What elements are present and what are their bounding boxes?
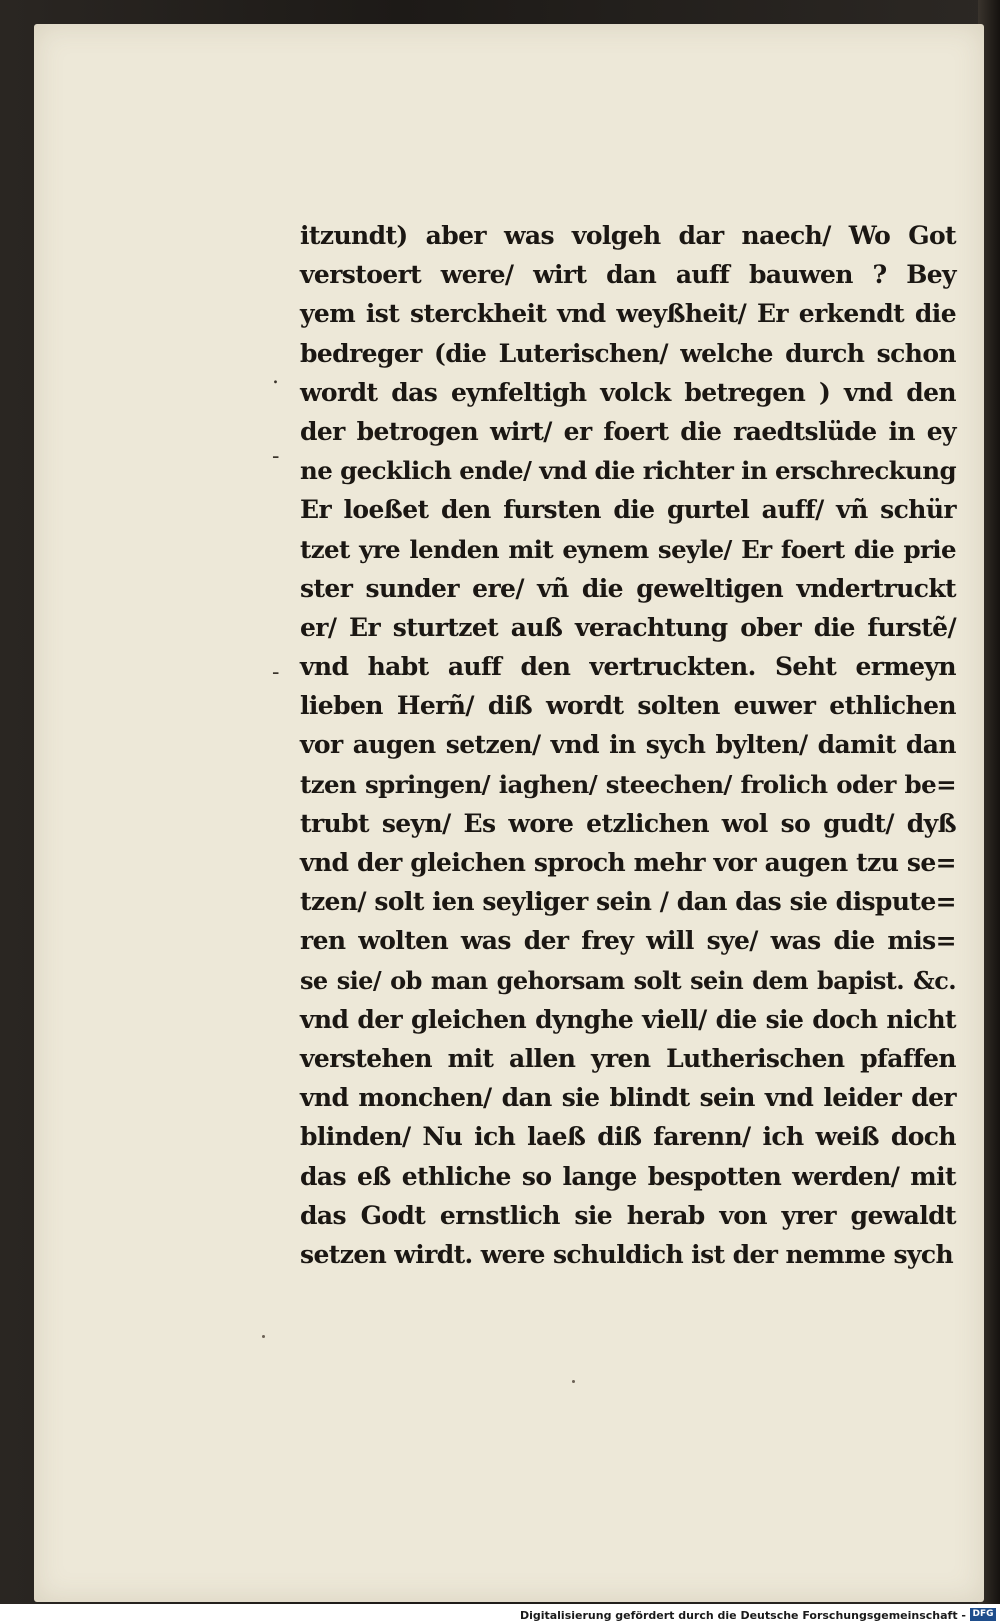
text-line: Er loeßet den fursten die gurtel auff/ vñ schür: [300, 495, 956, 525]
text-line: tzen springen/ iaghen/ steechen/ frolich oder be=: [300, 769, 956, 799]
text-line: verstehen mit allen yren Lutherischen pfaffen: [300, 1043, 956, 1073]
text-line: se sie/ ob man gehorsam solt sein dem bapist. &c.: [300, 965, 956, 995]
text-line: vnd der gleichen sproch mehr vor augen tzu se=: [300, 848, 956, 877]
margin-mark: -: [272, 444, 280, 469]
paper-speck: [572, 1380, 575, 1383]
text-line: vnd der gleichen dynghe viell/ die sie doch nicht: [300, 1004, 956, 1034]
text-line: ren wolten was der frey will sye/ was die mis=: [300, 926, 956, 956]
text-line: das eß ethliche so lange bespotten werden/ mit: [300, 1161, 956, 1191]
text-line: yem ist sterckheit vnd weyßheit/ Er erkendt die: [300, 299, 956, 329]
text-line: vnd habt auff den vertruckten. Seht ermeyn: [300, 652, 956, 682]
text-line: setzen wirdt. were schuldich ist der nemme sych: [300, 1239, 954, 1269]
text-line: verstoert were/ wirt dan auff bauwen ? Bey: [300, 260, 956, 290]
footer-bar: [0, 1604, 1000, 1624]
text-line: ne gecklich ende/ vnd die richter in erschreckung: [300, 456, 956, 486]
text-line: ster sunder ere/ vñ die geweltigen vndertruckt: [300, 573, 956, 603]
margin-mark: -: [272, 660, 280, 685]
text-line: bedreger (die Luterischen/ welche durch schon: [300, 338, 956, 368]
text-line: der betrogen wirt/ er foert die raedtslüde in ey: [300, 416, 956, 446]
text-line: blinden/ Nu ich laeß diß farenn/ ich weiß doch: [300, 1122, 956, 1152]
text-line: das Godt ernstlich sie herab von yrer gewaldt: [300, 1200, 956, 1230]
margin-mark: .: [272, 364, 279, 389]
body-text: [300, 216, 956, 1272]
text-line: tzet yre lenden mit eynem seyle/ Er foert die prie: [300, 534, 956, 564]
dfg-logo-icon: DFG: [970, 1608, 996, 1621]
text-line: vnd monchen/ dan sie blindt sein vnd leider der: [300, 1083, 956, 1113]
text-line: tzen/ solt ien seyliger sein / dan das sie dispute=: [300, 887, 956, 917]
text-line: itzundt) aber was volgeh dar naech/ Wo Got: [300, 221, 956, 250]
text-line: vor augen setzen/ vnd in sych bylten/ damit dan: [300, 730, 956, 760]
text-line: trubt seyn/ Es wore etzlichen wol so gudt/ dyß: [300, 808, 956, 838]
text-line: er/ Er sturtzet auß verachtung ober die furstẽ/: [300, 612, 956, 642]
paper-speck: [262, 1335, 265, 1338]
text-line: wordt das eynfeltigh volck betregen ) vnd den: [300, 377, 956, 407]
text-line: lieben Herñ/ diß wordt solten euwer ethlichen: [300, 691, 956, 721]
funding-credit: Digitalisierung gefördert durch die Deutsche Forschungsgemeinschaft -: [519, 1609, 966, 1622]
